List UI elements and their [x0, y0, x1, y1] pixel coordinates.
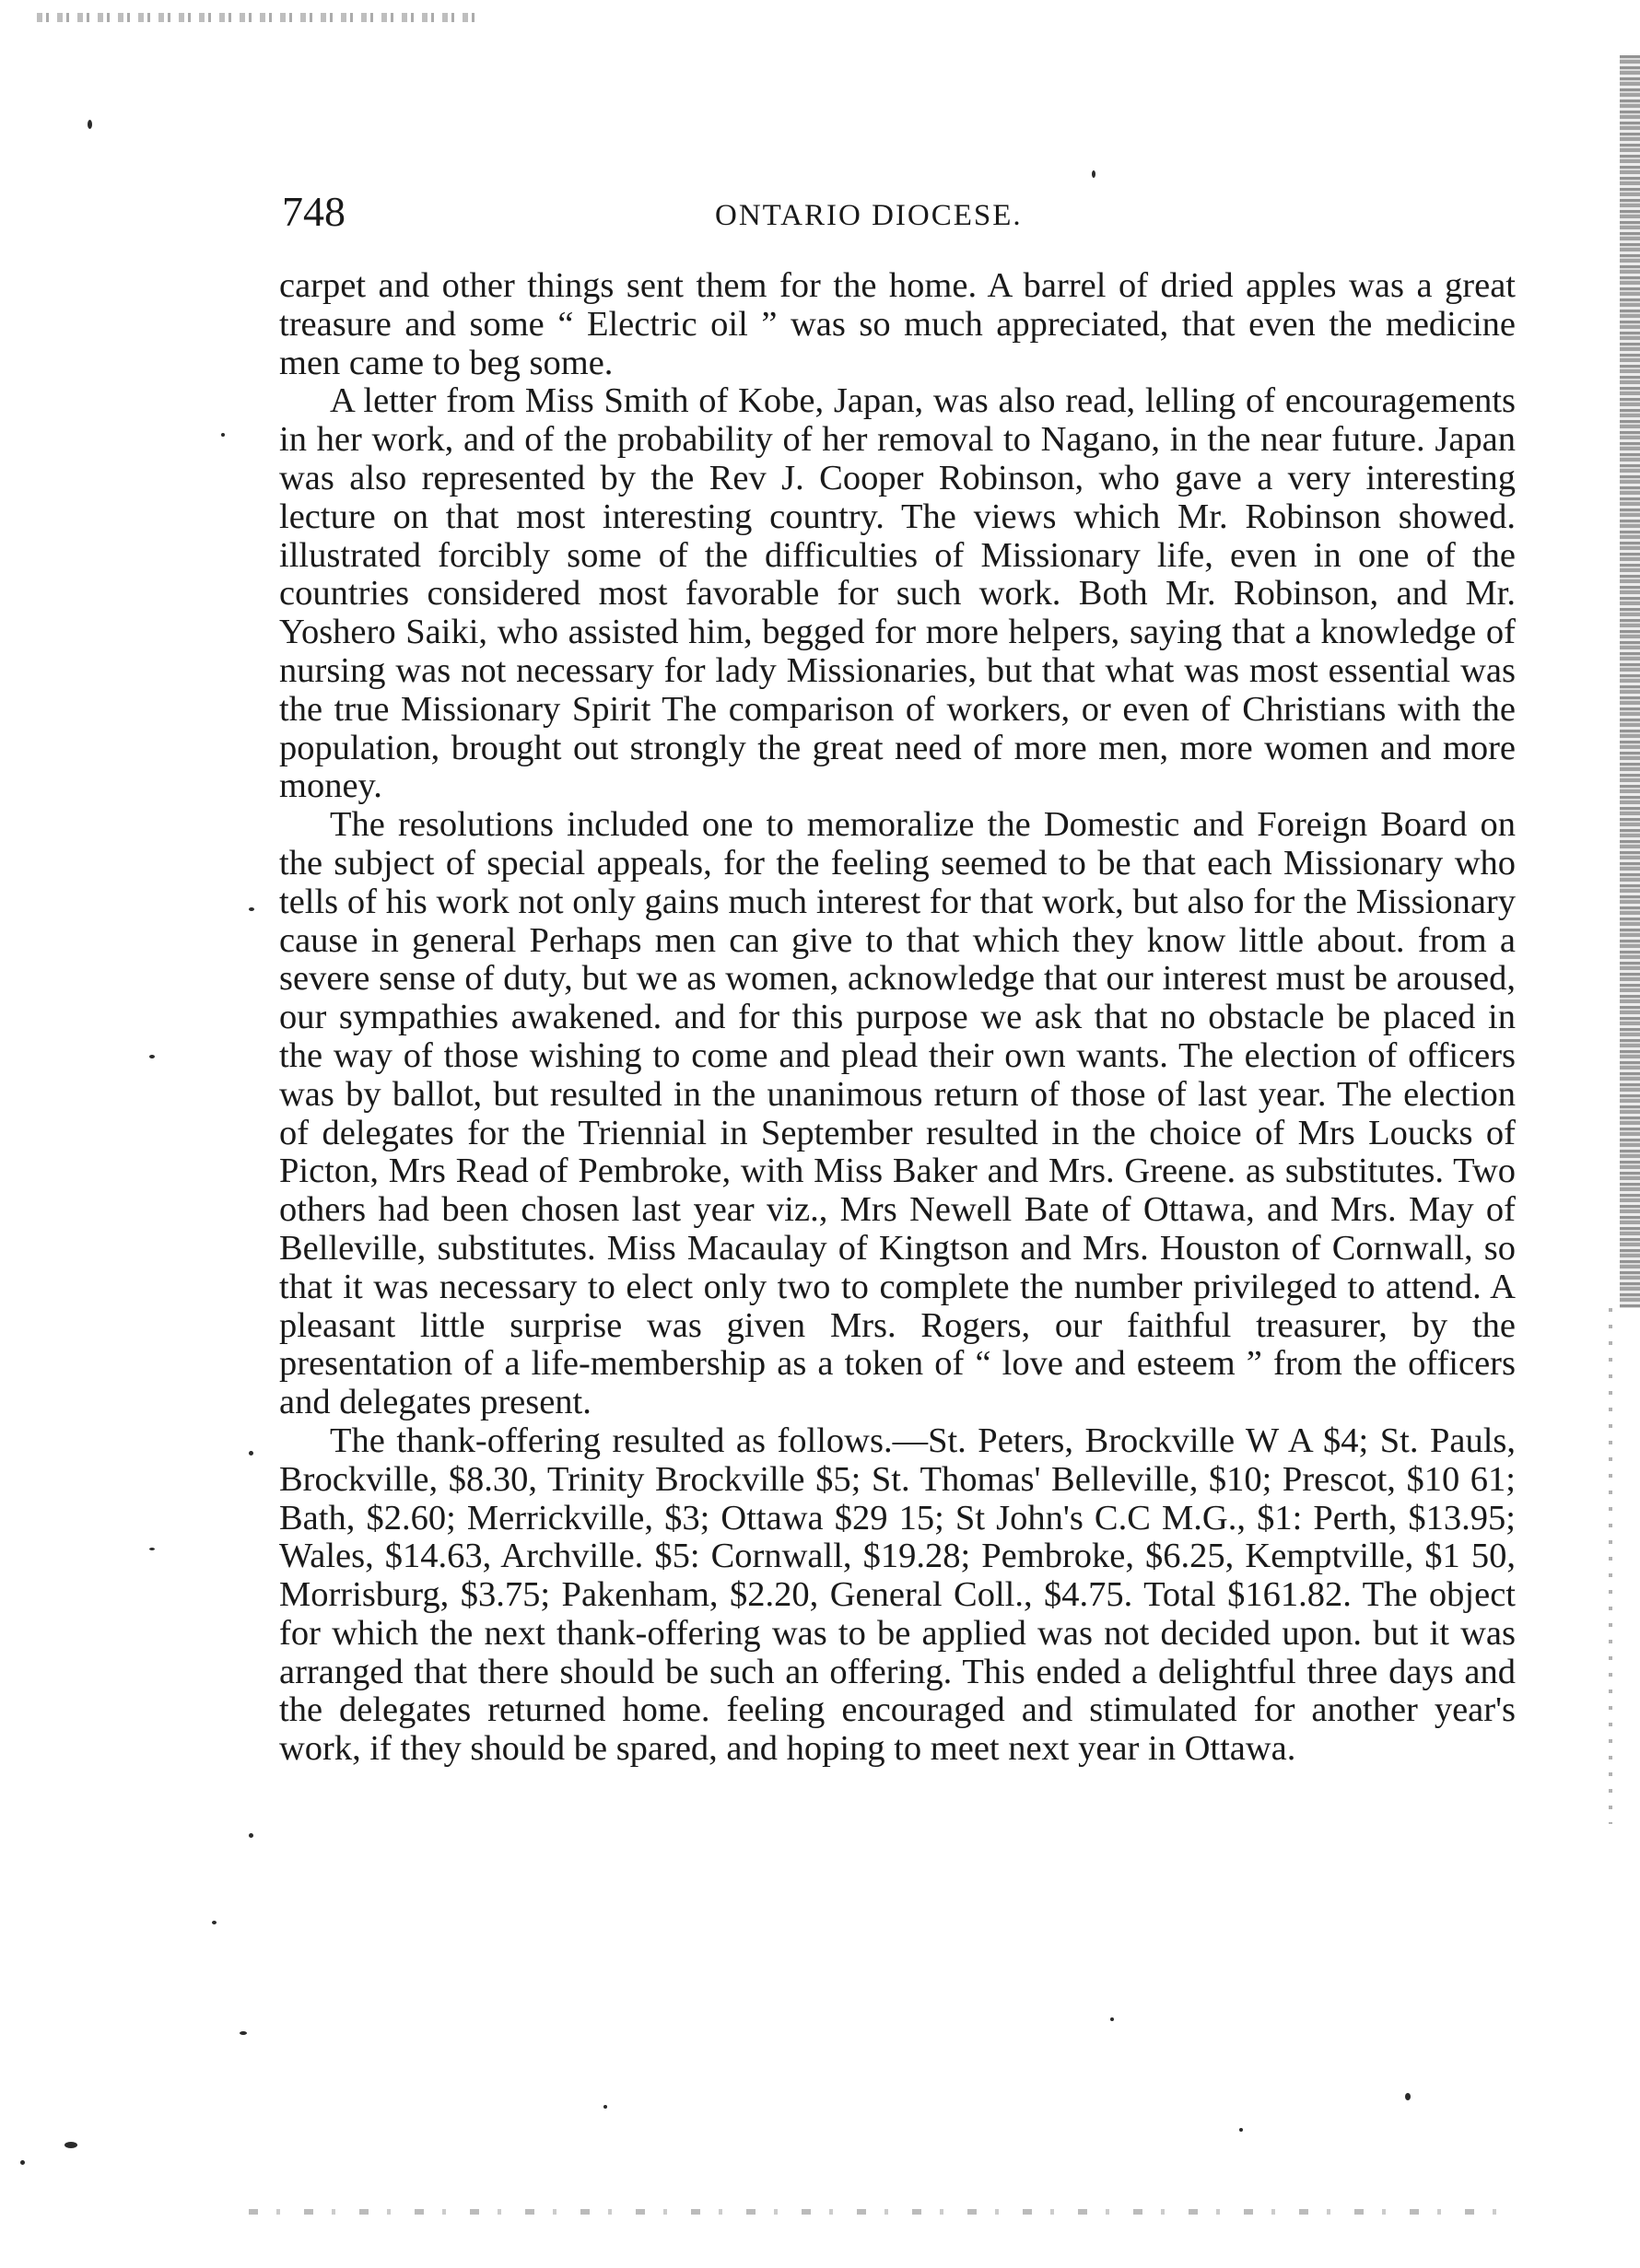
- body-text: [279, 267, 1516, 1769]
- binding-edge: [1620, 55, 1640, 1308]
- scan-speck: [20, 2160, 25, 2165]
- scan-speck: [64, 2142, 77, 2148]
- scan-speck: [1092, 170, 1095, 178]
- scan-speck: [249, 1451, 253, 1455]
- scan-speck: [88, 120, 92, 129]
- scan-speck: [1110, 2017, 1114, 2021]
- paragraph: A letter from Miss Smith of Kobe, Japan, was also read, lelling of encouragements in her work, and of the probability of her removal to Nagano, in the near future. Japan was also represented by the Rev J. Cooper Robinson, who gave a very interesting lecture on that most interesting country. The views which Mr. Robinson showed. illustrated forcibly some of the difficulties of Missionary life, even in one of the countries considered most favorable for such work. Both Mr. Robinson, and Mr. Yoshero Saiki, who assisted him, begged for more helpers, saying that a knowledge of nursing was not necessary for lady Missionaries, but that what was most essential was the true Missionary Spirit The comparison of workers, or even of Christians with the population, brought out strongly the great need of more men, more women and more money.: [279, 381, 1516, 806]
- binding-edge-marks: [1609, 1308, 1612, 1824]
- scan-speck: [1239, 2128, 1243, 2132]
- scan-speck: [212, 1921, 217, 1924]
- scan-speck: [240, 2031, 247, 2035]
- scan-speck: [249, 1833, 253, 1838]
- scan-speck: [149, 1548, 155, 1550]
- scan-speck: [149, 1055, 155, 1058]
- scan-speck: [603, 2105, 607, 2109]
- scan-noise-top: [37, 13, 479, 22]
- paragraph: carpet and other things sent them for the home. A barrel of dried apples was a great treasure and some “ Electric oil ” was so much appreciated, that even the medicine men came to beg some.: [279, 266, 1516, 382]
- paragraph: The resolutions included one to memoralize the Domestic and Foreign Board on the subject of special appeals, for the feeling seemed to be that each Missionary who tells of his work not only gains much interest for that work, but also for the Missionary cause in general Perhaps men can give to that which they know little about. from a severe sense of duty, but we as women, acknowledge that our interest must be aroused, our sympathies awakened. and for this purpose we ask that no obstacle be placed in the way of those wishing to come and plead their own wants. The election of officers was by ballot, but resulted in the unanimous return of those of last year. The election of delegates for the Triennial in September resulted in the choice of Mrs Loucks of Picton, Mrs Read of Pembroke, with Miss Baker and Mrs. Greene. as substitutes. Two others had been chosen last year viz., Mrs Newell Bate of Ottawa, and Mrs. May of Belleville, substitutes. Miss Macaulay of Kingtson and Mrs. Houston of Cornwall, so that it was necessary to elect only two to complete the number privileged to attend. A pleasant little surprise was given Mrs. Rogers, our faithful treasurer, by the presentation of a life-membership as a token of “ love and esteem ” from the officers and delegates present.: [279, 805, 1516, 1422]
- scan-speck: [249, 907, 254, 911]
- scan-noise-bottom: [249, 2209, 1520, 2215]
- running-head: ONTARIO DIOCESE.: [715, 199, 1023, 232]
- scan-speck: [1405, 2093, 1411, 2100]
- scan-speck: [221, 433, 225, 437]
- page-header: [282, 184, 1572, 249]
- page-number: 748: [282, 188, 346, 235]
- paragraph: The thank-offering resulted as follows.—St. Peters, Brockville W A $4; St. Pauls, Brockville, $8.30, Trinity Brockville $5; St. Thomas' Belleville, $10; Prescot, $10 61; Bath, $2.60; Merrickville, $3; Ottawa $29 15; St John's C.C M.G., $1: Perth, $13.95; Wales, $14.63, Archville. $5: Cornwall, $19.28; Pembroke, $6.25, Kemptville, $1 50, Morrisburg, $3.75; Pakenham, $2.20, General Coll., $4.75. Total $161.82. The object for which the next thank-offering was to be applied was not decided upon. but it was arranged that there should be such an offering. This ended a delightful three days and the delegates returned home. feeling encouraged and stimulated for another year's work, if they should be spared, and hoping to meet next year in Ottawa.: [279, 1420, 1516, 1769]
